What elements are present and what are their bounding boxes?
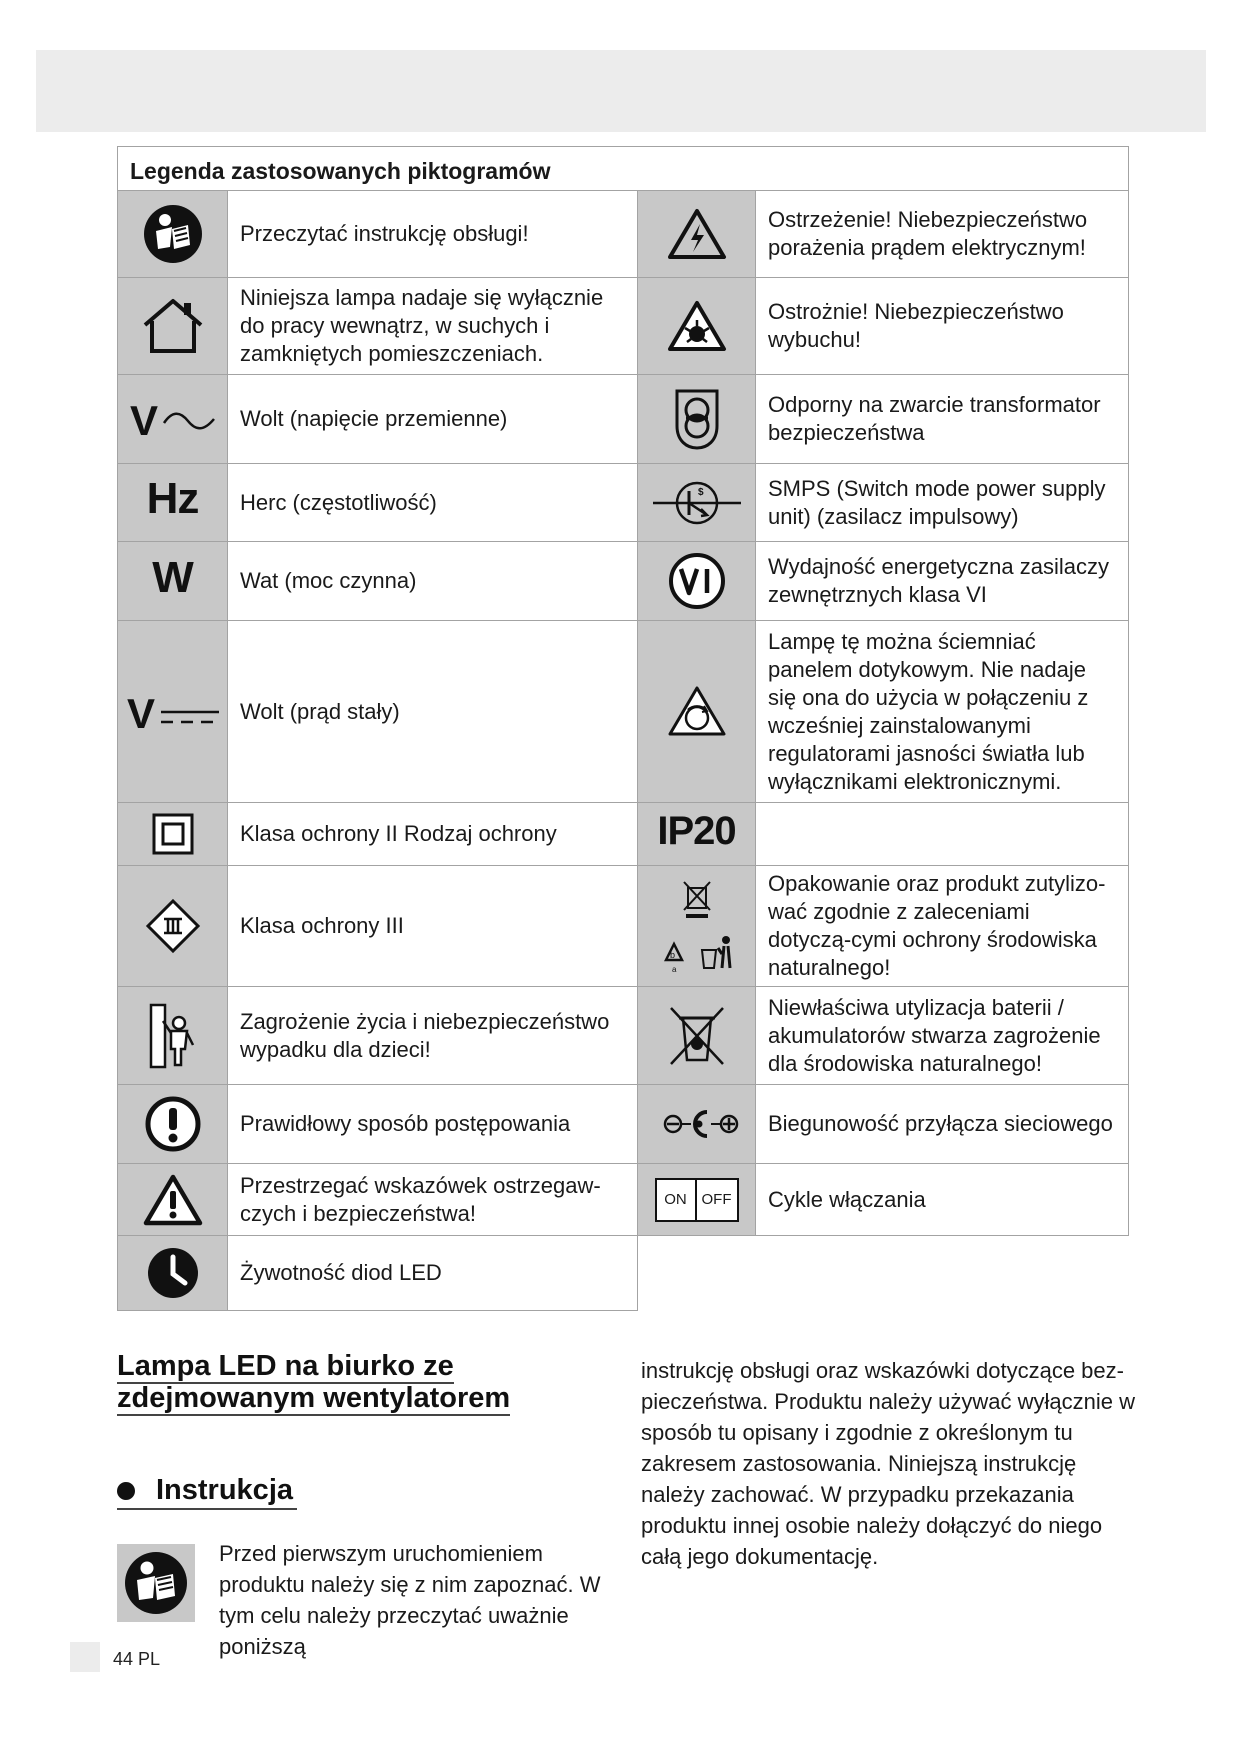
volt-ac-icon	[118, 375, 228, 464]
polarity-icon	[638, 1085, 756, 1164]
section-heading-label: Instrukcja	[156, 1474, 293, 1506]
electric-shock-warning-icon	[638, 191, 756, 278]
hertz-label: Hz	[146, 474, 199, 523]
pictogram-legend-table	[117, 146, 1129, 1311]
legend-text: Biegunowość przyłącza sieciowego	[756, 1085, 1129, 1164]
legend-text: Klasa ochrony II Rodzaj ochrony	[228, 803, 638, 866]
legend-text: SMPS (Switch mode power supply unit) (zasilacz impulsowy)	[756, 464, 1129, 542]
language-code: PL	[138, 1649, 161, 1669]
page-number: 44	[113, 1649, 134, 1669]
volt-dc-icon	[118, 621, 228, 803]
hertz-icon	[118, 464, 228, 542]
watt-label: W	[152, 552, 193, 602]
header-band	[36, 50, 1206, 132]
legend-text: Wolt (prąd stały)	[228, 621, 638, 803]
safety-transformer-icon	[638, 375, 756, 464]
off-label: OFF	[697, 1178, 739, 1222]
svg-text:V: V	[129, 397, 158, 441]
explosion-warning-icon	[638, 278, 756, 375]
right-column-paragraph: instrukcję obsługi oraz wskazówki dotyczące bez-pieczeństwa. Produktu należy używać wyłącznie w sposób tu opisany i zgodnie z określonym tu zakresem zastosowania. Niniejszą instrukcję należy zachować. W przypadku przekazania produktu innej osobie należy dołączyć do niego całą jego dokumentację.	[641, 1358, 1136, 1569]
on-off-cycles-icon	[638, 1164, 756, 1236]
on-label: ON	[655, 1178, 697, 1222]
legend-text: Zagrożenie życia i niebezpieczeństwo wypadku dla dzieci!	[228, 987, 638, 1085]
legend-text: Przestrzegać wskazówek ostrzegaw-czych i bezpieczeństwa!	[228, 1164, 638, 1236]
crossed-bin-battery-icon	[638, 987, 756, 1085]
legend-text: Wydajność energetyczna zasilaczy zewnętrznych klasa VI	[756, 542, 1129, 621]
legend-text: Wolt (napięcie przemienne)	[228, 375, 638, 464]
touch-dimmer-icon	[638, 621, 756, 803]
page-footer	[113, 1649, 160, 1670]
legend-text: Ostrzeżenie! Niebezpieczeństwo porażenia prądem elektrycznym!	[756, 191, 1129, 278]
bullet-dot-icon	[117, 1482, 135, 1500]
svg-text:b: b	[669, 950, 675, 960]
legend-text: Ostrożnie! Niebezpieczeństwo wybuchu!	[756, 278, 1129, 375]
legend-text: Klasa ochrony III	[228, 866, 638, 987]
watt-icon	[118, 542, 228, 621]
child-danger-icon	[118, 987, 228, 1085]
svg-text:a: a	[671, 965, 676, 974]
legend-text: Cykle włączania	[756, 1164, 1129, 1236]
legend-text: Herc (częstotliwość)	[228, 464, 638, 542]
legend-text: Lampę tę można ściemniać panelem dotykowym. Nie nadaje się ona do użycia w połączeniu z wcześniej zainstalowanymi regulatorami jasności światła lub wyłącznikami elektronicznymi.	[756, 621, 1129, 803]
ip20-icon	[638, 803, 756, 866]
legend-title: Legenda zastosowanych piktogramów	[118, 147, 1129, 191]
protection-class-iii-icon	[118, 866, 228, 987]
warning-triangle-icon	[118, 1164, 228, 1236]
legend-text: Przeczytać instrukcję obsługi!	[228, 191, 638, 278]
legend-text: Prawidłowy sposób postępowania	[228, 1085, 638, 1164]
legend-text	[756, 803, 1129, 866]
indoor-house-icon	[118, 278, 228, 375]
ip20-label: IP20	[657, 809, 736, 853]
clock-icon	[118, 1236, 228, 1311]
svg-text:$: $	[697, 486, 704, 498]
legend-text: Niniejsza lampa nadaje się wyłącznie do pracy wewnątrz, w suchych i zamkniętych pomieszczeniach.	[228, 278, 638, 375]
smps-icon	[638, 464, 756, 542]
legend-text: Żywotność diod LED	[228, 1236, 638, 1311]
legend-text: Odporny na zwarcie transformator bezpieczeństwa	[756, 375, 1129, 464]
protection-class-ii-icon	[118, 803, 228, 866]
legend-text: Wat (moc czynna)	[228, 542, 638, 621]
read-manual-icon	[117, 1544, 195, 1622]
section-heading	[117, 1476, 297, 1510]
svg-text:V: V	[126, 689, 155, 734]
exclamation-circle-icon	[118, 1085, 228, 1164]
read-manual-icon	[118, 191, 228, 278]
intro-paragraph: Przed pierwszym uruchomieniem produktu należy się z nim zapoznać. W tym celu należy przeczytać uważnie poniższą	[219, 1541, 601, 1659]
article-title: Lampa LED na biurko ze zdejmowanym wentylatorem	[117, 1350, 511, 1414]
recycling-disposal-icon	[638, 866, 756, 987]
footer-marker	[70, 1642, 100, 1672]
legend-text: Opakowanie oraz produkt zutylizo-wać zgodnie z zaleceniami dotyczą-cymi ochrony środowiska naturalnego!	[756, 866, 1129, 987]
efficiency-class-vi-icon	[638, 542, 756, 621]
legend-text: Niewłaściwa utylizacja baterii / akumulatorów stwarza zagrożenie dla środowiska naturalnego!	[756, 987, 1129, 1085]
